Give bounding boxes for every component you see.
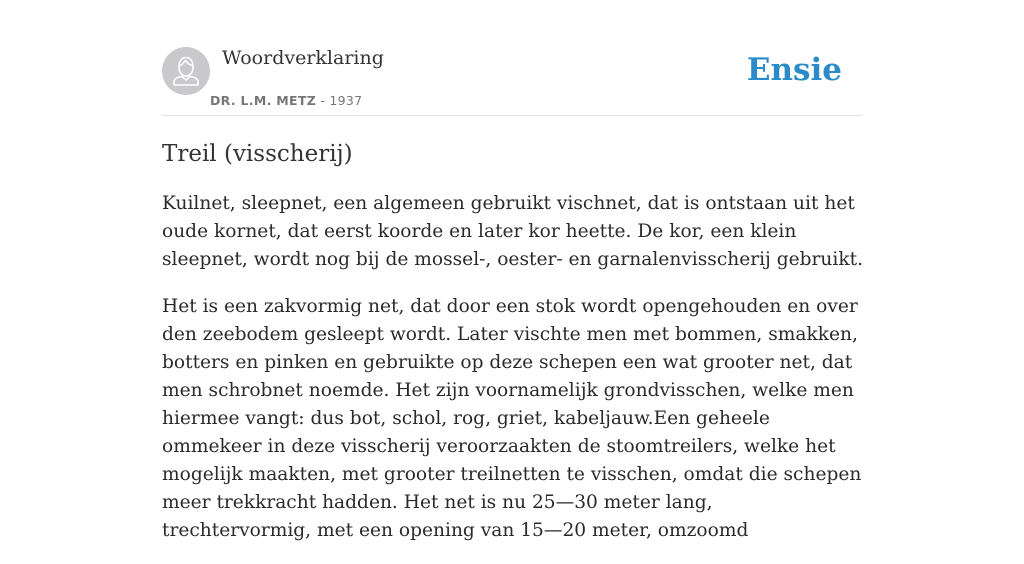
article-body [162,138,864,564]
header-divider [162,115,862,116]
article-paragraph: Het is een zakvormig net, dat door een stok wordt opengehouden en over den zeebodem gesleept wordt. Later vischte men met bommen, smakken, botters en pinken en gebruikte op deze schepen een wat grooter net, dat men schrobnet noemde. Het zijn voornamelijk grondvisschen, welke men hiermee vangt: dus bot, schol, rog, griet, kabeljauw.Een geheele ommekeer in deze visscherij veroorzaakten de stoomtreilers, welke het mogelijk maakten, met grooter treilnetten te visschen, omdat die schepen meer trekkracht hadden. Het net is nu 25—30 meter lang, trechtervormig, met een opening van 15—20 meter, omzoomd [162,296,862,541]
ensie-logo-link[interactable]: Ensie [746,52,842,88]
article-paragraph: Kuilnet, sleepnet, een algemeen gebruikt vischnet, dat is ontstaan uit het oude kornet, dat eerst koorde en later kor heette. De kor, een klein sleepnet, wordt nog bij de mossel-, oester- en garnalenvisscherij gebruikt. [162,193,863,270]
source-line [210,93,362,109]
article-header [162,46,862,116]
user-icon [162,47,210,95]
category-title[interactable]: Woordverklaring [222,47,384,69]
publication-year: 1937 [329,93,363,108]
author-name[interactable]: DR. L.M. METZ [210,93,317,108]
author-avatar[interactable] [162,47,210,95]
source-separator: - [316,93,330,108]
article-title: Treil (visscherij) [162,141,353,167]
